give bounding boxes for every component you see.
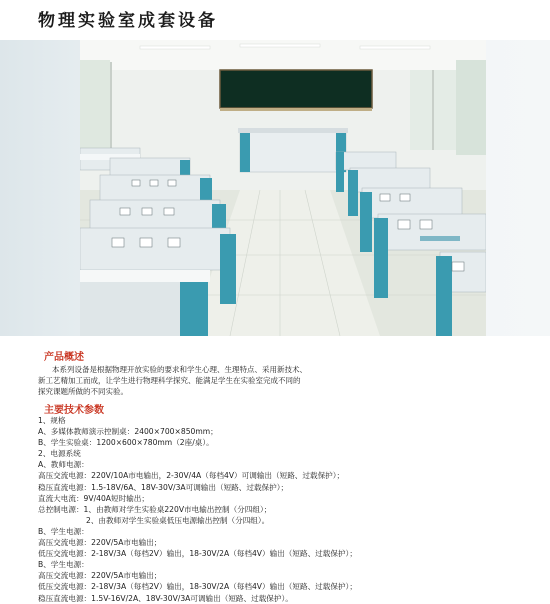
spec-line: 稳压直流电源：1.5-18V/6A、18V-30V/3A可调输出（短路、过载保护）； xyxy=(38,482,289,492)
page-title: 物理实验室成套设备 xyxy=(38,11,218,31)
intro-heading: 产品概述 xyxy=(44,352,84,363)
spec-line: 低压交流电源：2-18V/3A（每档2V）输出，18-30V/2A（每档4V）输出（短路、过载保护）； xyxy=(38,582,357,592)
spec-line: 1、规格 xyxy=(38,416,66,425)
spec-line: 稳压直流电源：1.5V-16V/2A、18V-30V/3A可调输出（短路、过载保护）。 xyxy=(38,593,293,603)
spec-line: 2、电源系统 xyxy=(38,449,81,459)
intro-line: 本系列设备是根据物理开放实验的要求和学生心理、生理特点、采用新技术、 xyxy=(52,365,307,374)
intro-line: 新工艺精加工而成，让学生进行物理科学探究、能满足学生在实验室完成不同的 xyxy=(38,376,301,385)
spec-line: 高压交流电源：220V/5A市电输出； xyxy=(38,538,162,548)
spec-line: A、多媒体教师演示控制桌：2400×700×850mm； xyxy=(38,427,218,437)
spec-line: 高压交流电源：220V/10A市电输出，2-30V/4A（每档4V）可调输出（短路、过载保护）； xyxy=(38,471,345,481)
spec-line: B、学生电源： xyxy=(38,526,89,536)
spec-line: 高压交流电源：220V/5A市电输出； xyxy=(38,571,162,581)
spec-line: A、教师电源： xyxy=(38,460,89,470)
intro-line: 探究课题所做的不同实验。 xyxy=(38,387,128,396)
spec-line: 2、由教师对学生实验桌低压电源输出控制（分四组）。 xyxy=(86,515,270,525)
specs-list xyxy=(38,415,538,604)
intro-paragraph xyxy=(38,364,458,397)
spec-line: 总控制电源：1、由教师对学生实验桌220V市电输出控制（分四组）； xyxy=(38,504,272,514)
spec-line: 低压交流电源：2-18V/3A（每档2V）输出，18-30V/2A（每档4V）输出（短路、过载保护）； xyxy=(38,549,357,559)
specs-heading: 主要技术参数 xyxy=(44,405,104,416)
spec-line: 直流大电流：9V/40A短时输出； xyxy=(38,493,149,503)
spec-line: B、学生实验桌：1200×600×780mm（2座/桌）。 xyxy=(38,438,214,448)
spec-line: B、学生电源： xyxy=(38,560,89,570)
lab-photo xyxy=(80,40,486,336)
